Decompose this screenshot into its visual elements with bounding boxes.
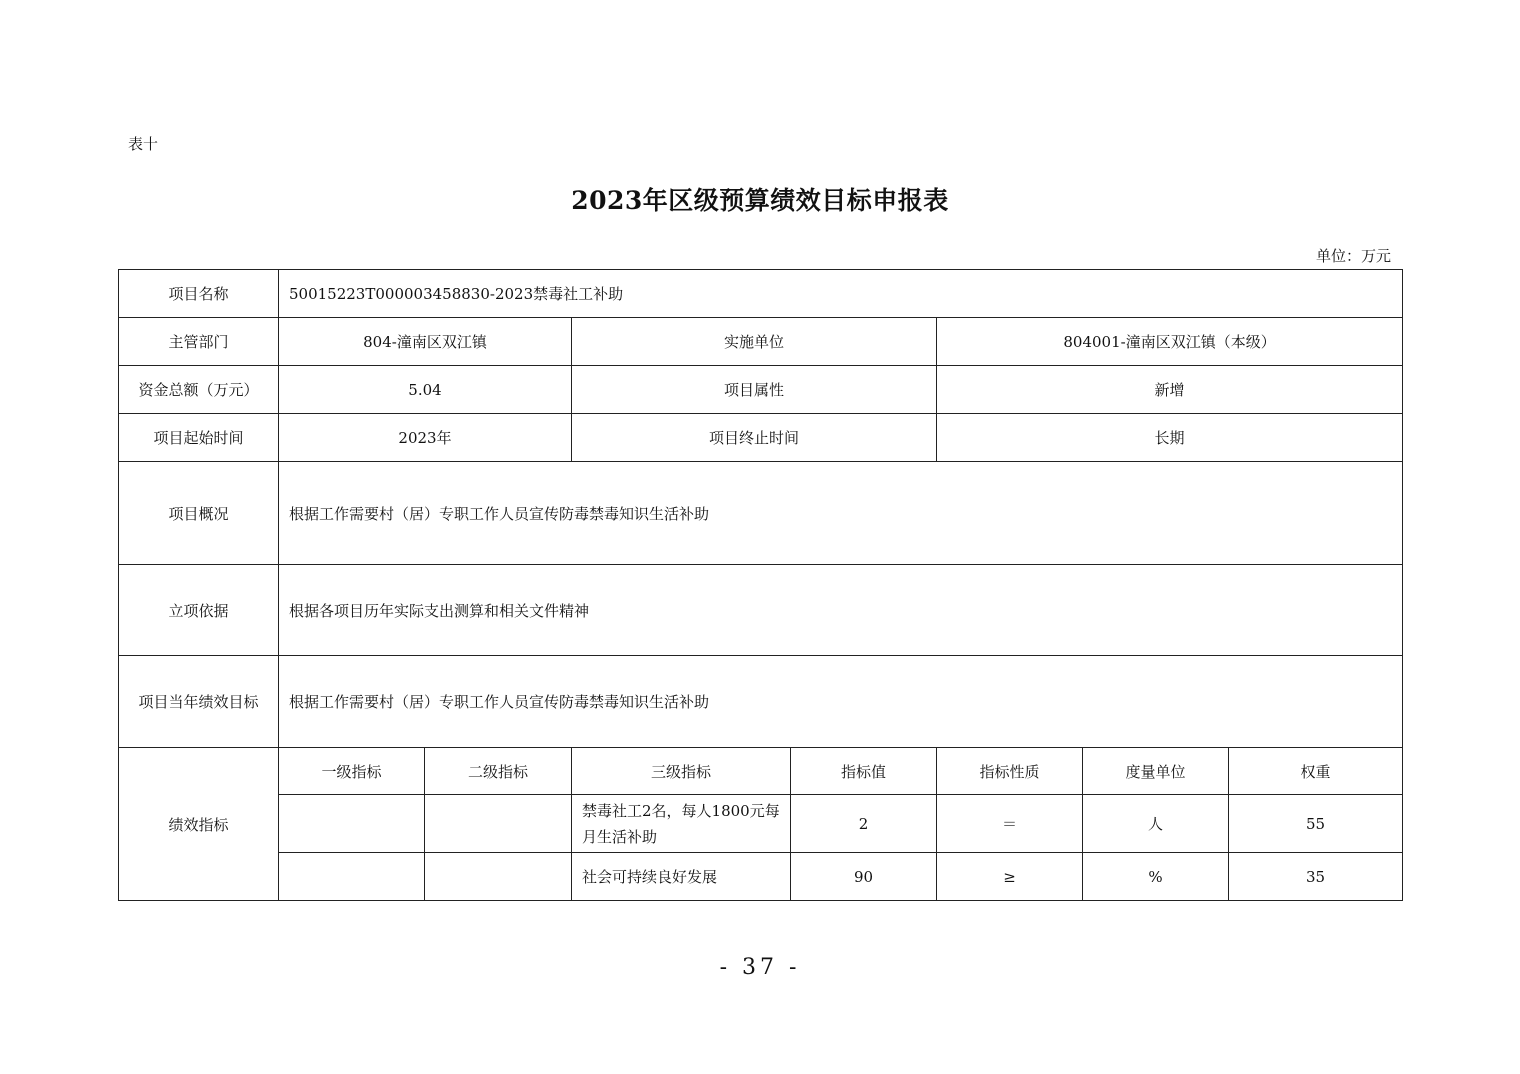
basis-value: 根据各项目历年实际支出测算和相关文件精神 (279, 565, 1403, 656)
indicator-value: 90 (791, 853, 937, 901)
table-label: 表十 (128, 135, 159, 153)
overview-label: 项目概况 (119, 462, 279, 565)
funds-label: 资金总额（万元） (119, 366, 279, 414)
page-number: - 37 - (719, 955, 801, 980)
row-department (119, 318, 1403, 366)
header-level2: 二级指标 (425, 748, 572, 795)
header-level1: 一级指标 (279, 748, 425, 795)
row-funds (119, 366, 1403, 414)
indicator-level3: 社会可持续良好发展 (572, 853, 791, 901)
start-time-label: 项目起始时间 (119, 414, 279, 462)
unit-label: 单位：万元 (1315, 247, 1391, 265)
header-level3: 三级指标 (572, 748, 791, 795)
goal-label: 项目当年绩效目标 (119, 656, 279, 748)
project-attr-value: 新增 (937, 366, 1403, 414)
indicator-unit: % (1083, 853, 1229, 901)
budget-performance-table (118, 269, 1403, 901)
indicator-header-row (119, 748, 1403, 795)
impl-unit-value: 804001-潼南区双江镇（本级） (937, 318, 1403, 366)
project-attr-label: 项目属性 (572, 366, 937, 414)
row-overview (119, 462, 1403, 565)
indicator-nature: ≥ (937, 853, 1083, 901)
goal-value: 根据工作需要村（居）专职工作人员宣传防毒禁毒知识生活补助 (279, 656, 1403, 748)
indicator-weight: 55 (1229, 795, 1403, 853)
table-row (119, 853, 1403, 901)
indicator-level1 (279, 853, 425, 901)
indicator-nature: ＝ (937, 795, 1083, 853)
start-time-value: 2023年 (279, 414, 572, 462)
indicator-level1 (279, 795, 425, 853)
row-project-name (119, 270, 1403, 318)
project-name-label: 项目名称 (119, 270, 279, 318)
indicator-level2 (425, 795, 572, 853)
indicator-level2 (425, 853, 572, 901)
basis-label: 立项依据 (119, 565, 279, 656)
row-time (119, 414, 1403, 462)
dept-value: 804-潼南区双江镇 (279, 318, 572, 366)
end-time-value: 长期 (937, 414, 1403, 462)
document-title: 2023年区级预算绩效目标申报表 (571, 186, 949, 215)
header-unit: 度量单位 (1083, 748, 1229, 795)
dept-label: 主管部门 (119, 318, 279, 366)
header-weight: 权重 (1229, 748, 1403, 795)
end-time-label: 项目终止时间 (572, 414, 937, 462)
indicator-weight: 35 (1229, 853, 1403, 901)
overview-value: 根据工作需要村（居）专职工作人员宣传防毒禁毒知识生活补助 (279, 462, 1403, 565)
header-nature: 指标性质 (937, 748, 1083, 795)
table-row (119, 795, 1403, 853)
row-goal (119, 656, 1403, 748)
indicator-value: 2 (791, 795, 937, 853)
row-basis (119, 565, 1403, 656)
project-name-value: 50015223T000003458830-2023禁毒社工补助 (279, 270, 1403, 318)
impl-unit-label: 实施单位 (572, 318, 937, 366)
indicator-unit: 人 (1083, 795, 1229, 853)
funds-value: 5.04 (279, 366, 572, 414)
indicator-level3: 禁毒社工2名，每人1800元每月生活补助 (572, 795, 791, 853)
header-value: 指标值 (791, 748, 937, 795)
indicators-label: 绩效指标 (119, 748, 279, 901)
